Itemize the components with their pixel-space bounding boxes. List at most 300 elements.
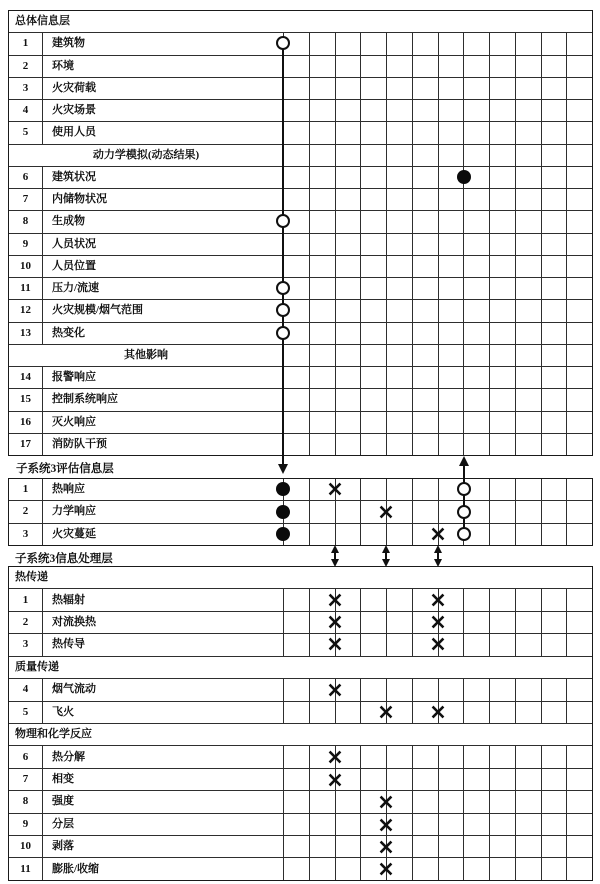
matrix-cell [336,56,362,77]
matrix-cell [310,167,336,188]
matrix-cell [439,679,465,700]
matrix-cell [567,167,592,188]
matrix-cell [284,836,310,857]
matrix-cell [567,389,592,410]
matrix-cell [413,100,439,121]
matrix-cell [490,145,516,166]
table-row [9,299,592,321]
matrix-cell [464,389,490,410]
matrix-cell [310,702,336,723]
matrix-cell [490,122,516,143]
matrix-cell [336,211,362,232]
matrix-cell [284,589,310,610]
matrix-cell [284,345,310,366]
row-label-cell: 控制系统响应 [43,389,284,410]
matrix-cell [439,501,465,522]
matrix-cell [310,211,336,232]
matrix-cell [516,367,542,388]
table-row [9,723,592,745]
matrix-cell [310,836,336,857]
matrix-cell [310,56,336,77]
matrix-cell [567,211,592,232]
matrix-cell [413,434,439,455]
matrix-cell [439,524,465,545]
matrix-cell [310,33,336,54]
row-number-cell: 1 [9,33,43,54]
arrow-head-up-icon [331,545,339,553]
matrix-cell [387,300,413,321]
row-number-cell: 10 [9,836,43,857]
matrix-cell [336,323,362,344]
matrix-cell [490,702,516,723]
matrix-cell [542,814,568,835]
matrix-cell [310,589,336,610]
table-row [9,166,592,188]
matrix-cell [310,345,336,366]
matrix-cell [439,33,465,54]
matrix-cell [567,702,592,723]
table-row [9,277,592,299]
matrix-cell [361,679,387,700]
arrow-line [437,550,439,562]
row-number-cell: 8 [9,791,43,812]
matrix-cell [387,679,413,700]
table-row [9,835,592,857]
matrix-cell [464,56,490,77]
matrix-cell [439,479,465,500]
row-number-cell: 3 [9,78,43,99]
matrix-cell [361,345,387,366]
matrix-cell [284,479,310,500]
matrix-cell [516,234,542,255]
matrix-cell [516,702,542,723]
matrix-cell [490,78,516,99]
matrix-cell [464,412,490,433]
matrix-cell [542,434,568,455]
matrix-cell [439,814,465,835]
matrix-cell [361,100,387,121]
matrix-cell [336,100,362,121]
matrix-cell [567,278,592,299]
matrix-cell [284,78,310,99]
matrix-cell [516,769,542,790]
matrix-cell [413,211,439,232]
matrix-cell [542,122,568,143]
matrix-cell [413,323,439,344]
matrix-cell [310,367,336,388]
matrix-cell [361,122,387,143]
matrix-cell [516,345,542,366]
table-row [9,745,592,767]
matrix-cell [542,33,568,54]
matrix-cell [361,33,387,54]
matrix-cell [336,145,362,166]
table-row [9,366,592,388]
matrix-cell [516,389,542,410]
matrix-cell [542,479,568,500]
matrix-cell [516,278,542,299]
matrix-cell [310,858,336,879]
row-label-cell: 热辐射 [43,589,284,610]
row-label-cell: 报警响应 [43,367,284,388]
matrix-cell [361,702,387,723]
matrix-cell [464,122,490,143]
matrix-cell [310,412,336,433]
table-row [9,233,592,255]
matrix-cell [490,836,516,857]
table-row [9,411,592,433]
table-row [9,99,592,121]
matrix-cell [336,814,362,835]
matrix-cell [464,814,490,835]
row-number-cell: 5 [9,122,43,143]
matrix-cell [310,769,336,790]
matrix-cell [310,814,336,835]
matrix-cell [490,323,516,344]
matrix-cell [439,211,465,232]
matrix-cell [336,412,362,433]
matrix-cell [336,679,362,700]
matrix-cell [284,278,310,299]
matrix-cell [387,122,413,143]
matrix-cell [490,56,516,77]
table-row [9,210,592,232]
row-label-cell: 火灾蔓延 [43,524,284,545]
matrix-cell [464,367,490,388]
row-number-cell: 3 [9,524,43,545]
matrix-cell [464,211,490,232]
row-label-cell: 热分解 [43,746,284,767]
matrix-cell [310,100,336,121]
matrix-cell [542,345,568,366]
matrix-cell [567,78,592,99]
matrix-cell [387,479,413,500]
matrix-cell [567,836,592,857]
matrix-cell [413,78,439,99]
matrix-cell [413,836,439,857]
matrix-cell [490,167,516,188]
table-row [9,633,592,655]
matrix-cell [387,167,413,188]
matrix-cell [567,814,592,835]
matrix-cell [284,122,310,143]
matrix-cell [516,858,542,879]
matrix-cell [490,791,516,812]
matrix-cell [567,189,592,210]
matrix-cell [310,300,336,321]
matrix-cell [361,78,387,99]
row-label-cell: 内储物状况 [43,189,284,210]
matrix-cell [439,746,465,767]
matrix-cell [542,78,568,99]
matrix-cell [336,589,362,610]
matrix-cell [490,300,516,321]
matrix-cell [567,145,592,166]
matrix-cell [361,858,387,879]
matrix-cell [413,679,439,700]
row-label-cell: 建筑物 [43,33,284,54]
matrix-cell [413,300,439,321]
matrix-cell [310,634,336,655]
matrix-cell [336,367,362,388]
matrix-cell [542,300,568,321]
matrix-cell [516,412,542,433]
matrix-cell [567,434,592,455]
matrix-cell [387,858,413,879]
matrix-cell [413,33,439,54]
row-number-cell: 1 [9,589,43,610]
matrix-cell [387,367,413,388]
matrix-cell [413,389,439,410]
matrix-cell [567,858,592,879]
row-label-cell: 相变 [43,769,284,790]
matrix-cell [542,56,568,77]
matrix-cell [336,634,362,655]
matrix-cell [284,256,310,277]
matrix-cell [464,145,490,166]
matrix-cell [413,702,439,723]
matrix-cell [413,278,439,299]
matrix-cell [516,300,542,321]
matrix-cell [490,769,516,790]
matrix-cell [387,524,413,545]
row-label-cell: 灭火响应 [43,412,284,433]
matrix-cell [361,56,387,77]
matrix-cell [439,256,465,277]
matrix-cell [439,769,465,790]
matrix-cell [284,746,310,767]
matrix-cell [464,524,490,545]
matrix-cell [542,412,568,433]
matrix-cell [464,33,490,54]
matrix-cell [439,367,465,388]
arrow-head-up-icon [382,545,390,553]
matrix-cell [284,501,310,522]
matrix-cell [284,234,310,255]
matrix-cell [387,634,413,655]
matrix-cell [310,189,336,210]
row-number-cell: 15 [9,389,43,410]
row-label-cell: 飞火 [43,702,284,723]
matrix-cell [284,389,310,410]
matrix-cell [413,256,439,277]
matrix-cell [284,679,310,700]
row-number-cell: 13 [9,323,43,344]
matrix-cell [387,791,413,812]
table-row [9,701,592,723]
matrix-cell [336,702,362,723]
row-number-cell: 12 [9,300,43,321]
matrix-cell [284,702,310,723]
matrix-cell [361,211,387,232]
arrow-head-down-icon [278,464,288,474]
matrix-cell [516,33,542,54]
matrix-cell [516,56,542,77]
matrix-cell [387,256,413,277]
matrix-cell [439,412,465,433]
row-label-cell: 烟气流动 [43,679,284,700]
matrix-cell [516,256,542,277]
matrix-cell [310,501,336,522]
matrix-cell [516,634,542,655]
row-label-cell: 力学响应 [43,501,284,522]
matrix-cell [284,524,310,545]
matrix-cell [490,345,516,366]
matrix-cell [464,589,490,610]
matrix-cell [336,189,362,210]
matrix-cell [284,100,310,121]
row-label-cell: 人员状况 [43,234,284,255]
matrix-cell [310,479,336,500]
matrix-cell [284,769,310,790]
table-row [9,768,592,790]
matrix-cell [387,100,413,121]
matrix-cell [542,589,568,610]
matrix-cell [284,634,310,655]
matrix-cell [336,122,362,143]
matrix-cell [336,389,362,410]
row-label-cell: 剥落 [43,836,284,857]
matrix-cell [310,679,336,700]
table-row [9,813,592,835]
matrix-cell [439,78,465,99]
row-number-cell: 11 [9,858,43,879]
table-row [9,588,592,610]
matrix-cell [464,791,490,812]
matrix-cell [387,836,413,857]
matrix-cell [439,56,465,77]
matrix-cell [516,145,542,166]
matrix-cell [567,345,592,366]
matrix-cell [284,858,310,879]
matrix-cell [413,234,439,255]
matrix-cell [336,524,362,545]
matrix-cell [464,78,490,99]
matrix-cell [387,814,413,835]
matrix-cell [567,524,592,545]
table-row [9,121,592,143]
matrix-cell [439,234,465,255]
matrix-cell [387,434,413,455]
row-label-cell: 环境 [43,56,284,77]
matrix-cell [336,612,362,633]
matrix-cell [542,278,568,299]
row-number-cell: 7 [9,189,43,210]
matrix-cell [336,300,362,321]
table-row [9,500,592,522]
matrix-cell [464,858,490,879]
matrix-cell [542,100,568,121]
matrix-cell [361,145,387,166]
section-header-cell: 其他影响 [9,345,284,366]
table-row [9,433,592,455]
table-row [9,678,592,700]
matrix-cell [387,589,413,610]
table-row [9,611,592,633]
matrix-cell [490,858,516,879]
matrix-cell [567,634,592,655]
matrix-cell [284,323,310,344]
row-label-cell: 火灾规模/烟气范围 [43,300,284,321]
matrix-cell [387,769,413,790]
matrix-cell [336,769,362,790]
matrix-cell [439,323,465,344]
matrix-cell [516,167,542,188]
matrix-cell [490,367,516,388]
matrix-cell [336,167,362,188]
table-row [9,32,592,54]
matrix-cell [516,122,542,143]
matrix-cell [439,278,465,299]
matrix-cell [490,479,516,500]
matrix-cell [464,769,490,790]
matrix-cell [310,122,336,143]
table-row [9,388,592,410]
row-number-cell: 14 [9,367,43,388]
matrix-cell [361,479,387,500]
matrix-cell [439,300,465,321]
matrix-cell [336,858,362,879]
matrix-cell [361,589,387,610]
subsystem3-processing-layer-title: 子系统3信息处理层 [15,553,113,565]
matrix-cell [567,367,592,388]
row-label-cell: 生成物 [43,211,284,232]
matrix-cell [413,612,439,633]
arrow-head-up-icon [434,545,442,553]
matrix-cell [361,389,387,410]
row-label-cell: 热传导 [43,634,284,655]
matrix-cell [567,33,592,54]
matrix-cell [310,612,336,633]
matrix-cell [310,791,336,812]
matrix-cell [439,345,465,366]
matrix-cell [361,791,387,812]
subsystem3-evaluation-table [8,478,593,546]
matrix-cell [464,746,490,767]
matrix-cell [413,501,439,522]
section-header-cell: 质量传递 [15,660,59,673]
matrix-cell [542,634,568,655]
matrix-cell [336,33,362,54]
matrix-cell [464,300,490,321]
row-number-cell: 5 [9,702,43,723]
row-number-cell: 9 [9,234,43,255]
row-number-cell: 16 [9,412,43,433]
matrix-cell [464,501,490,522]
matrix-cell [413,524,439,545]
matrix-cell [464,634,490,655]
matrix-cell [464,479,490,500]
row-label-cell: 强度 [43,791,284,812]
section-header-cell: 动力学模拟(动态结果) [9,145,284,166]
matrix-cell [387,345,413,366]
matrix-cell [310,278,336,299]
matrix-cell [516,836,542,857]
table-row [9,144,592,166]
matrix-cell [361,189,387,210]
matrix-cell [490,234,516,255]
matrix-cell [439,791,465,812]
matrix-cell [284,211,310,232]
matrix-cell [439,612,465,633]
matrix-cell [284,412,310,433]
matrix-cell [284,367,310,388]
matrix-cell [413,167,439,188]
subsystem3-evaluation-layer-title: 子系统3评估信息层 [16,463,114,475]
matrix-cell [284,791,310,812]
matrix-cell [439,434,465,455]
matrix-cell [464,323,490,344]
